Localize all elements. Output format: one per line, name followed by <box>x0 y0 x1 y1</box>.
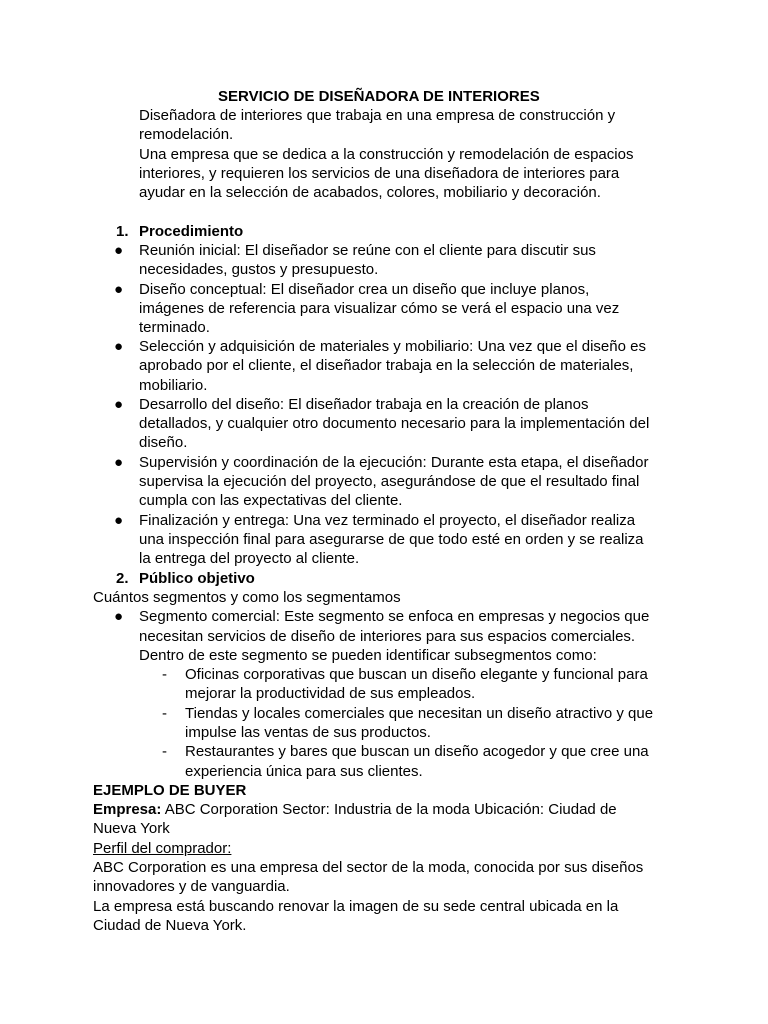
sub-list-item-line: Oficinas corporativas que buscan un diseño elegante y funcional para <box>185 666 648 683</box>
empresa-line <box>93 800 617 819</box>
list-item-line: una inspección final para asegurarse de que todo esté en orden y se realiza <box>139 531 644 548</box>
bullet-marker: ● <box>114 281 124 298</box>
sub-list-item-line: Tiendas y locales comerciales que necesitan un diseño atractivo y que <box>185 705 654 722</box>
section-number: 2. <box>116 570 129 587</box>
dash-marker: - <box>162 666 167 683</box>
buyer-paragraph-line: Ciudad de Nueva York. <box>93 917 247 934</box>
buyer-paragraph-line: innovadores y de vanguardia. <box>93 878 290 895</box>
buyer-paragraph-line: La empresa está buscando renovar la imagen de su sede central ubicada en la <box>93 898 619 915</box>
buyer-heading: EJEMPLO DE BUYER <box>93 782 247 799</box>
bullet-marker: ● <box>114 608 124 625</box>
sub-list-item-line: impulse las ventas de sus productos. <box>185 724 431 741</box>
bullet-marker: ● <box>114 396 124 413</box>
dash-marker: - <box>162 705 167 722</box>
list-item-line: necesitan servicios de diseño de interiores para sus espacios comerciales. <box>139 628 636 645</box>
list-item-line: detallados, y cualquier otro documento necesario para la implementación del <box>139 415 650 432</box>
bullet-marker: ● <box>114 242 124 259</box>
intro-line: interiores, y requieren los servicios de una diseñadora de interiores para <box>139 165 620 182</box>
list-item-line: Diseño conceptual: El diseñador crea un diseño que incluye planos, <box>139 281 590 298</box>
list-item-line: la entrega del proyecto al cliente. <box>139 550 360 567</box>
bullet-marker: ● <box>114 338 124 355</box>
list-item-line: mobiliario. <box>139 377 208 394</box>
bullet-marker: ● <box>114 454 124 471</box>
document-title: SERVICIO DE DISEÑADORA DE INTERIORES <box>218 88 540 105</box>
bullet-marker: ● <box>114 512 124 529</box>
sub-list-item-line: experiencia única para sus clientes. <box>185 763 423 780</box>
intro-line: Una empresa que se dedica a la construcción y remodelación de espacios <box>139 146 634 163</box>
intro-line: remodelación. <box>139 126 234 143</box>
section-heading-procedimiento: Procedimiento <box>139 223 244 240</box>
list-item-line: aprobado por el cliente, el diseñador trabaja en la selección de materiales, <box>139 357 634 374</box>
intro-line: ayudar en la selección de acabados, colores, mobiliario y decoración. <box>139 184 601 201</box>
list-item-line: diseño. <box>139 434 188 451</box>
empresa-label: Empresa: <box>93 801 162 818</box>
list-item-line: Desarrollo del diseño: El diseñador trabaja en la creación de planos <box>139 396 589 413</box>
list-item-line: necesidades, gustos y presupuesto. <box>139 261 379 278</box>
section-subheading: Cuántos segmentos y como los segmentamos <box>93 589 401 606</box>
list-item-line: Finalización y entrega: Una vez terminado el proyecto, el diseñador realiza <box>139 512 636 529</box>
list-item-line: imágenes de referencia para visualizar cómo se verá el espacio una vez <box>139 300 620 317</box>
perfil-comprador-label: Perfil del comprador: <box>93 840 232 857</box>
dash-marker: - <box>162 743 167 760</box>
list-item-line: terminado. <box>139 319 210 336</box>
list-item-line: Segmento comercial: Este segmento se enfoca en empresas y negocios que <box>139 608 650 625</box>
list-item-line: supervisa la ejecución del proyecto, asegurándose de que el resultado final <box>139 473 640 490</box>
list-item-line: Supervisión y coordinación de la ejecución: Durante esta etapa, el diseñador <box>139 454 649 471</box>
intro-line: Diseñadora de interiores que trabaja en una empresa de construcción y <box>139 107 616 124</box>
section-heading-publico-objetivo: Público objetivo <box>139 570 255 587</box>
buyer-paragraph-line: ABC Corporation es una empresa del sector de la moda, conocida por sus diseños <box>93 859 644 876</box>
empresa-value: ABC Corporation Sector: Industria de la moda Ubicación: Ciudad de <box>161 801 617 818</box>
list-item-line: cumpla con las expectativas del cliente. <box>139 492 403 509</box>
empresa-line-continued: Nueva York <box>93 820 170 837</box>
list-item-line: Reunión inicial: El diseñador se reúne con el cliente para discutir sus <box>139 242 596 259</box>
section-number: 1. <box>116 223 129 240</box>
list-item-line: Selección y adquisición de materiales y mobiliario: Una vez que el diseño es <box>139 338 646 355</box>
sub-list-item-line: Restaurantes y bares que buscan un diseño acogedor y que cree una <box>185 743 649 760</box>
list-item-line: Dentro de este segmento se pueden identificar subsegmentos como: <box>139 647 597 664</box>
sub-list-item-line: mejorar la productividad de sus empleados. <box>185 685 476 702</box>
